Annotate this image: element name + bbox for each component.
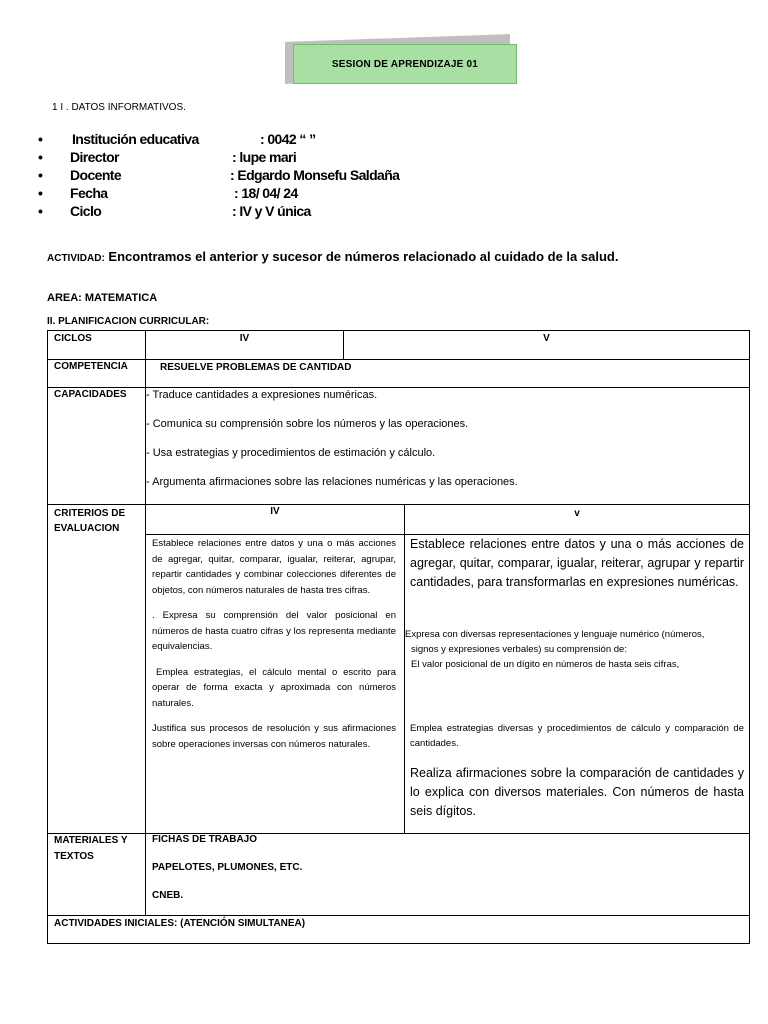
criterio-v-item: Realiza afirmaciones sobre la comparación de cantidades y lo explica con diversos materiales. Con números de hasta seis dígitos. [410,766,744,818]
materiales-label: MATERIALES Y TEXTOS [54,835,128,862]
material-item: PAPELOTES, PLUMONES, ETC. [152,862,303,873]
bullet-icon: • [38,149,43,165]
info-value: : Edgardo Monsefu Saldaña [230,167,400,183]
planning-table [47,330,750,944]
info-label: Director [70,149,119,165]
info-label: Institución educativa [72,131,199,147]
info-row [38,148,399,166]
capacidades-label: CAPACIDADES [54,389,127,400]
area-heading: AREA: MATEMATICA [47,292,158,304]
capacidad-item: - Traduce cantidades a expresiones numéricas. [146,389,378,401]
capacidad-item: - Argumenta afirmaciones sobre las relaciones numéricas y las operaciones. [146,476,518,488]
info-label: Fecha [70,185,108,201]
criterio-v-line: signos y expresiones verbales) su comprensión de: [411,644,627,655]
session-title: SESION DE APRENDIZAJE 01 [331,58,479,70]
criterios-label: CRITERIOS DE EVALUACION [54,508,126,534]
info-list [38,130,399,220]
info-value: : 0042 “ ” [260,131,316,147]
planificacion-heading: II. PLANIFICACION CURRICULAR: [47,316,210,327]
criterio-iv-item: . Expresa su comprensión del valor posicional en números de hasta cuatro cifras y los representa mediante equivalencias. [152,610,396,652]
ciclo-v: V [543,333,550,344]
criterios-iv-list [152,536,396,762]
capacidad-item: - Comunica su comprensión sobre los números y las operaciones. [146,418,469,430]
criterio-iv-item: Justifica sus procesos de resolución y sus afirmaciones sobre operaciones inversas con números naturales. [152,723,396,750]
info-value: : IV y V única [232,203,311,219]
criterio-v-item-2 [405,627,749,672]
info-value: : 18/ 04/ 24 [234,185,298,201]
datos-heading: 1 I . DATOS INFORMATIVOS. [52,102,186,113]
activity-line [47,249,618,264]
criterios-iv-header: IV [270,506,280,517]
info-label: Docente [70,167,122,183]
info-label: Ciclo [70,203,102,219]
info-row [38,184,399,202]
bullet-icon: • [38,167,43,183]
criterio-v-item: Establece relaciones entre datos y una o más acciones de agregar, quitar, comparar, igualar, reiterar, agrupar y repartir cantidades, para transformarlas en expresiones numéricas. [410,537,744,589]
criterios-v-header: v [574,508,580,519]
title-banner [293,44,517,84]
criterio-iv-item: Emplea estrategias, el cálculo mental o escrito para operar de forma exacta y aproximada con números naturales. [152,666,396,709]
competencia-label: COMPETENCIA [54,361,128,372]
material-item: CNEB. [152,890,184,901]
capacidad-item: - Usa estrategias y procedimientos de estimación y cálculo. [146,447,436,459]
bullet-icon: • [38,203,43,219]
competencia-value: RESUELVE PROBLEMAS DE CANTIDAD [160,362,352,373]
info-row [38,202,399,220]
criterio-v-line: El valor posicional de un dígito en números de hasta seis cifras, [411,659,680,670]
info-value: : lupe mari [232,149,297,165]
bullet-icon: • [38,185,43,201]
criterio-iv-item: Establece relaciones entre datos y una o más acciones de agregar, quitar, comparar, igualar, reiterar, agrupar, repartir cantidades y combinar colecciones diferentes de objetos, con números naturales de hasta tres cifras. [152,538,396,596]
ciclo-iv: IV [239,333,250,344]
activity-text: Encontramos el anterior y sucesor de números relacionado al cuidado de la salud. [108,249,619,264]
info-row [38,166,399,184]
criterio-v-line: Expresa con diversas representaciones y lenguaje numérico (números, [405,629,705,640]
material-item: FICHAS DE TRABAJO [152,834,258,845]
actividades-iniciales: ACTIVIDADES INICIALES: (ATENCIÓN SIMULTANEA) [54,918,306,929]
activity-tag: ACTIVIDAD: [47,253,105,264]
info-row [38,130,399,148]
bullet-icon: • [38,131,43,147]
ciclos-label: CICLOS [54,333,92,344]
criterio-v-item: Emplea estrategias diversas y procedimientos de cálculo y comparación de cantidades. [410,723,744,749]
